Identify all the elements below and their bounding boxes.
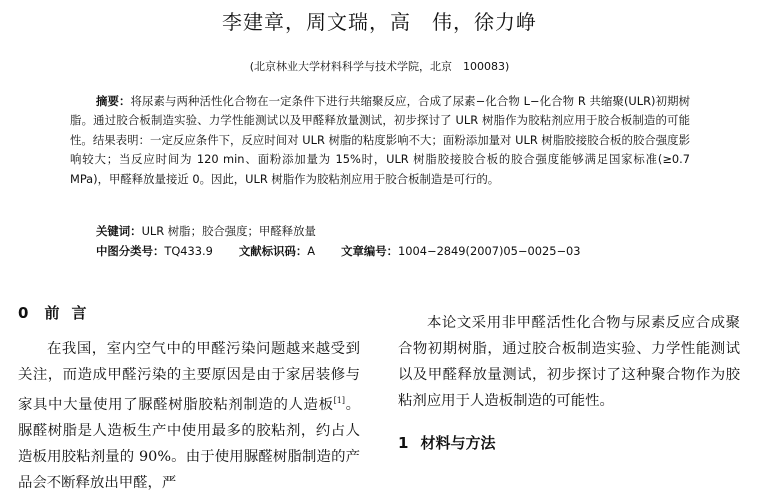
left-column [18, 300, 360, 496]
affiliation: (北京林业大学材料科学与技术学院，北京 100083) [249, 60, 510, 73]
section-1-number: 1 [398, 434, 409, 452]
abstract-label: 摘要： [96, 94, 131, 108]
abstract [70, 92, 690, 189]
article-number-label: 文章编号： [341, 244, 399, 258]
keywords [96, 222, 716, 241]
section-1-heading [398, 430, 740, 456]
section-1-title: 材料与方法 [420, 434, 496, 452]
classification-line [96, 242, 716, 261]
abstract-text: 将尿素与两种活性化合物在一定条件下进行共缩聚反应，合成了尿素−化合物 L−化合物 R 共缩聚(ULR)初期树脂。通过胶合板制造实验、力学性能测试以及甲醛释放量测试，初步探讨了 ULR 树脂作为胶粘剂应用于胶合板制造的可能性。结果表明：一定反应条件下，反应时间对 ULR 树脂的粘度影响不大；面粉添加量对 ULR 树脂胶接胶合板的胶合强度影响较大；当反应时间为 120 min、面粉添加量为 15%时，ULR 树脂胶接胶合板的胶合强度能够满足国家标准(≥0.7 MPa)，甲醛释放量接近 0。因此，ULR 树脂作为胶粘剂应用于胶合板制造是可行的。 [70, 94, 690, 186]
doc-code-label: 文献标识码： [238, 244, 308, 258]
section-0-number: 0 [18, 304, 29, 322]
section-0-text: 在我国，室内空气中的甲醛污染问题越来越受到关注，而造成甲醛污染的主要原因是由于家居装修与家具中大量使用了脲醛树脂胶粘剂制造的人造板 [18, 341, 360, 413]
section-0-paragraph [18, 336, 360, 496]
clc-label: 中图分类号： [96, 244, 165, 258]
doc-code-value: A [307, 244, 316, 258]
citation-ref: [1] [333, 396, 345, 405]
article-number-value: 1004−2849(2007)05−0025−03 [398, 244, 581, 258]
intro-paragraph-2: 本论文采用非甲醛活性化合物与尿素反应合成聚合物初期树脂，通过胶合板制造实验、力学性能测试以及甲醛释放量测试，初步探讨了这种聚合物作为胶粘剂应用于人造板制造的可能性。 [398, 315, 740, 409]
section-0-heading [18, 300, 360, 326]
clc-value: TQ433.9 [164, 244, 213, 258]
section-0-title-b: 言 [71, 304, 87, 322]
keywords-label: 关键词： [96, 224, 142, 238]
section-0-title-a: 前 [44, 304, 60, 322]
authors: 李建章，周文瑞，高 伟，徐力峥 [222, 10, 537, 34]
right-column [398, 310, 740, 456]
section-0-text-cont: 。脲醛树脂是人造板生产中使用最多的胶粘剂，约占人造板用胶粘剂量的 90%。由于使用脲醛树脂制造的产品会不断释放出甲醛，严 [18, 396, 360, 491]
keywords-text: ULR 树脂；胶合强度；甲醛释放量 [141, 224, 316, 238]
